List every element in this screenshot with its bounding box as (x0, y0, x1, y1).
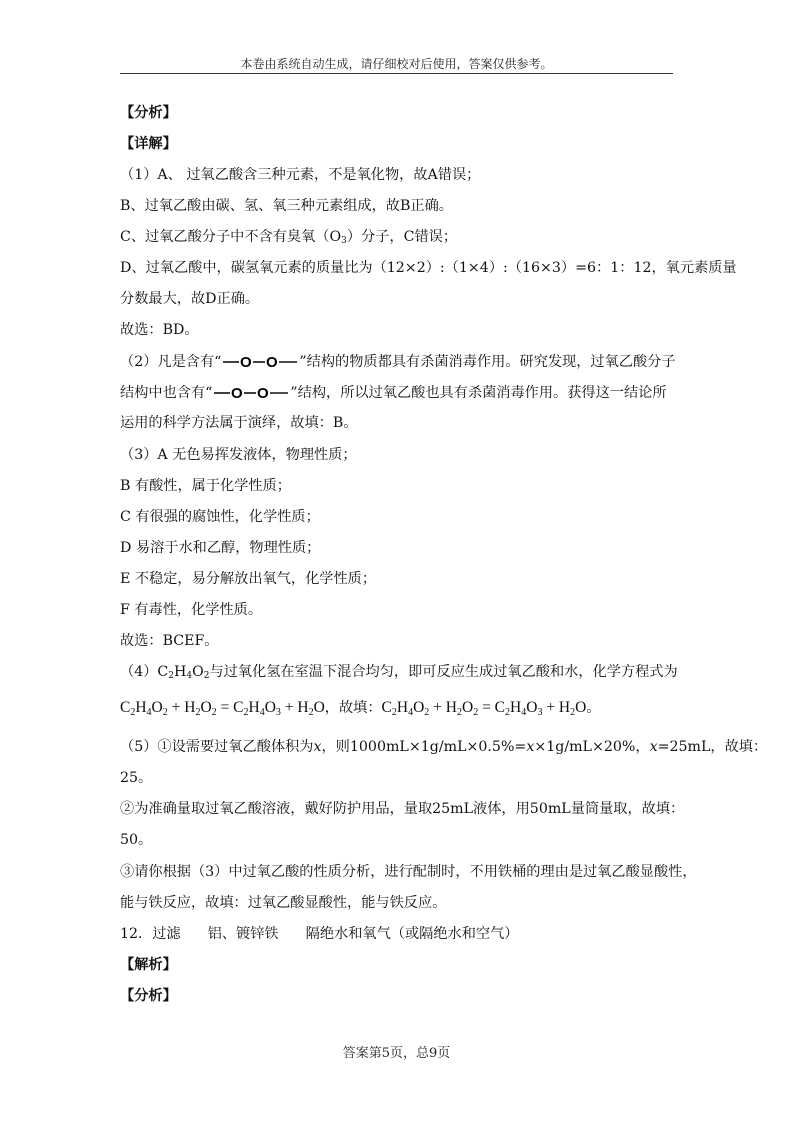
text-line-20: 25。 (120, 770, 153, 786)
chemical-equation-answer: $C_2H_4O_2 + H_2O_2 = C_2H_4O_3 + H_2O$ (381, 699, 587, 718)
text-line-11: B 有酸性，属于化学性质； (120, 478, 291, 494)
text-line-10: （3）A 无色易挥发液体，物理性质； (120, 447, 357, 463)
text-line-12: C 有很强的腐蚀性，化学性质； (120, 509, 320, 525)
text-line-1: （1）A、 过氧乙酸含三种元素，不是氧化物，故A错误； (120, 167, 481, 183)
text-line-5: 分数最大，故D正确。 (120, 291, 260, 307)
section-analysis: 【分析】 (120, 105, 177, 121)
equation-line: $C_2H_4O_2 + H_2O_2 = C_2H_4O_3 + H_2O$，故填：$C_2H_4O_2 + H_2O_2 = C_2H_4O_3 + H_2O$。 (120, 699, 601, 718)
text-line-2: B、过氧乙酸由碳、氢、氧三种元素组成，故B正确。 (120, 198, 453, 214)
header-rule (120, 73, 673, 74)
svg-text:O: O (240, 354, 253, 371)
text-line-4: D、过氧乙酸中，碳氢氧元素的质量比为（12×2）:（1×4）:（16×3）=6：1：12，氧元素质量 (120, 260, 737, 276)
section-explanation: 【解析】 (120, 957, 177, 973)
text-line-3: C、过氧乙酸分子中不含有臭氧$(O_3)$分子，C错误； (120, 229, 458, 246)
chemical-equation: $C_2H_4O_2 + H_2O_2 = C_2H_4O_3 + H_2O$ (120, 699, 325, 718)
text-line-25: 12．过滤 铝、镀锌铁 隔绝水和氧气（或隔绝水和空气） (120, 926, 519, 942)
text-line-15: F 有毒性，化学性质。 (120, 602, 263, 618)
text-line-24: 能与铁反应，故填：过氧乙酸显酸性，能与铁反应。 (120, 895, 447, 911)
page-footer: 答案第5页，总9页 (342, 1046, 451, 1061)
text-line-19: （5）①设需要过氧乙酸体积为x，则1000mL×1g/mL×0.5%=x×1g/mL×20%，x=25mL，故填： (120, 739, 768, 755)
text-line-7: （2）凡是含有“ O O ”结构的物质都具有杀菌消毒作用。研究发现，过氧乙酸分子 (120, 351, 676, 372)
page-header: 本卷由系统自动生成，请仔细校对后使用，答案仅供参考。 (240, 57, 553, 71)
text-line-23: ③请你根据（3）中过氧乙酸的性质分析，进行配制时，不用铁桶的理由是过氧乙酸显酸性， (120, 864, 697, 880)
text-line-14: E 不稳定，易分解放出氧气，化学性质； (120, 571, 377, 587)
peroxide-structure-icon (221, 351, 299, 371)
text-line-8: 结构中也含有“ O O ”结构，所以过氧乙酸也具有杀菌消毒作用。获得这一结论所 (120, 382, 667, 403)
svg-text:O: O (266, 354, 279, 371)
text-line-9: 运用的科学方法属于演绎，故填：B。 (120, 415, 358, 431)
section-analysis-2: 【分析】 (120, 988, 177, 1004)
text-line-22: 50。 (120, 832, 153, 848)
text-line-16: 故选：BCEF。 (120, 633, 219, 649)
svg-text:O: O (257, 385, 270, 402)
text-line-17: $(4)C_2H_4O_2$与过氧化氢在室温下混合均匀，即可反应生成过氧乙酸和水，化学方程式为 (120, 664, 678, 681)
text-line-21: ②为准确量取过氧乙酸溶液，戴好防护用品，量取25mL液体，用50mL量筒量取，故填： (120, 801, 685, 817)
text-line-6: 故选：BD。 (120, 322, 199, 338)
svg-text:O: O (231, 385, 244, 402)
section-detail: 【详解】 (120, 136, 177, 152)
text-line-13: D 易溶于水和乙醇，物理性质； (120, 540, 321, 556)
peroxide-structure-icon (212, 382, 290, 402)
